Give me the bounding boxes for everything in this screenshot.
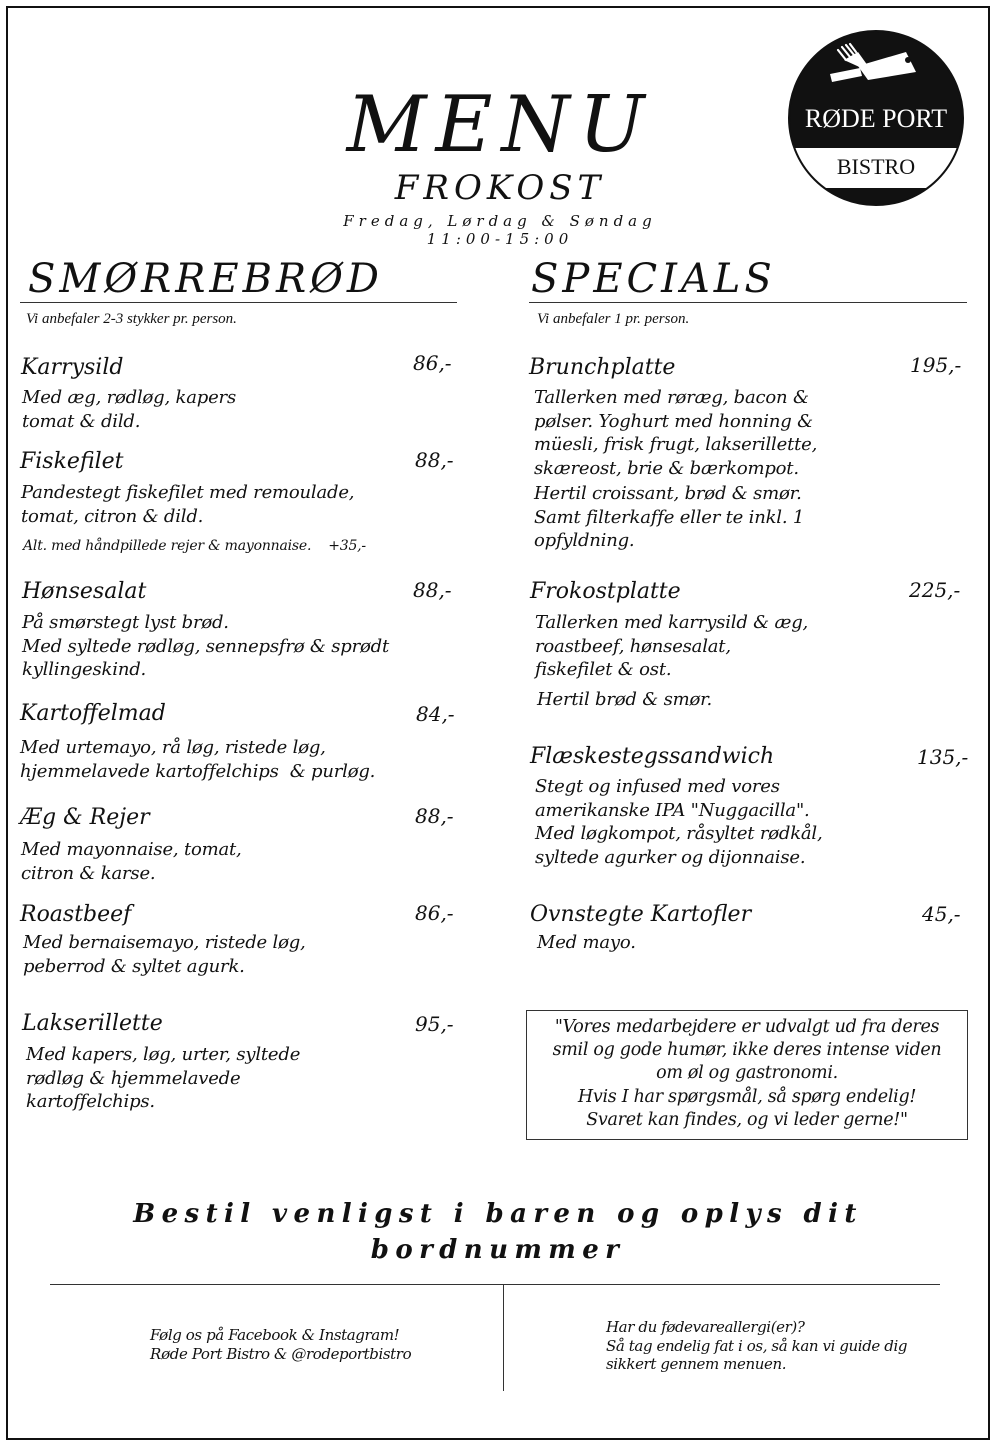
item-description: På smørstegt lyst brød. Med syltede rødløg, sennepsfrø & sprødt kyllingeskind. xyxy=(22,612,390,680)
item-price: 225,- xyxy=(909,578,961,602)
item-price: 45,- xyxy=(922,902,961,926)
item-price: 86,- xyxy=(413,351,452,375)
section-divider xyxy=(20,302,457,303)
item-name: Lakserillette xyxy=(22,1011,163,1036)
item-price: 88,- xyxy=(415,448,454,472)
item-description: Tallerken med røræg, bacon & pølser. Yoghurt med honning & müesli, frisk frugt, lakserillette, skæreost, brie & bærkompot. xyxy=(534,387,818,479)
section-title-specials: SPECIALS xyxy=(531,256,776,302)
item-price: 95,- xyxy=(415,1012,454,1036)
item-price: 84,- xyxy=(416,702,455,726)
item-price: 88,- xyxy=(415,804,454,828)
item-name: Hønsesalat xyxy=(22,579,147,604)
item-name: Flæskestegssandwich xyxy=(530,744,775,769)
item-description: Stegt og infused med vores amerikanske IPA "Nuggacilla". Med løgkompot, råsyltet rødkål, syltede agurker og dijonnaise. xyxy=(535,776,823,868)
item-description: Med mayo. xyxy=(537,932,636,953)
item-name: Frokostplatte xyxy=(530,579,681,604)
logo-name: RØDE PORT xyxy=(804,104,948,133)
menu-title: MENU xyxy=(346,80,654,170)
item-description: Tallerken med karrysild & æg, roastbeef, hønsesalat, fiskefilet & ost. xyxy=(535,612,809,680)
item-description: Med mayonnaise, tomat, citron & karse. xyxy=(21,839,242,884)
footer-divider xyxy=(50,1284,940,1285)
allergy-note: Har du fødevareallergi(er)? Så tag endelig fat i os, så kan vi guide dig sikkert gennem menuen. xyxy=(606,1318,908,1373)
opening-hours: 11:00-15:00 xyxy=(426,230,574,248)
item-name: Roastbeef xyxy=(20,902,132,927)
section-note: Vi anbefaler 2-3 stykker pr. person. xyxy=(26,311,237,327)
item-description: Med æg, rødløg, kapers tomat & dild. xyxy=(22,387,236,432)
item-name: Karrysild xyxy=(21,355,124,380)
item-addon: Alt. med håndpillede rejer & mayonnaise. +35,- xyxy=(23,538,366,554)
item-name: Brunchplatte xyxy=(529,355,676,380)
item-description-extra: Hertil brød & smør. xyxy=(537,689,713,710)
item-description: Med kapers, løg, urter, syltede rødløg & hjemmelavede kartoffelchips. xyxy=(26,1044,301,1112)
menu-subtitle: FROKOST xyxy=(394,168,606,208)
opening-days: Fredag, Lørdag & Søndag xyxy=(343,212,657,230)
item-description-extra: Hertil croissant, brød & smør. Samt filterkaffe eller te inkl. 1 opfyldning. xyxy=(534,483,805,551)
section-title-smorrebrod: SMØRREBRØD xyxy=(28,256,383,302)
footer-column-divider xyxy=(503,1285,504,1391)
item-description: Med urtemayo, rå løg, ristede løg, hjemmelavede kartoffelchips & purløg. xyxy=(20,737,376,782)
item-name: Kartoffelmad xyxy=(20,701,166,726)
item-price: 86,- xyxy=(415,901,454,925)
social-media-note: Følg os på Facebook & Instagram! Røde Port Bistro & @rodeportbistro xyxy=(150,1326,412,1363)
staff-quote: "Vores medarbejdere er udvalgt ud fra deres smil og gode humør, ikke deres intense viden om øl og gastronomi. Hvis I har spørgsmål, så spørg endelig! Svaret kan findes, og vi leder gerne!" xyxy=(552,1017,942,1130)
item-name: Æg & Rejer xyxy=(20,805,150,830)
item-description: Med bernaisemayo, ristede løg, peberrod & syltet agurk. xyxy=(23,932,306,977)
item-name: Fiskefilet xyxy=(20,449,124,474)
item-price: 88,- xyxy=(413,578,452,602)
item-name: Ovnstegte Kartofler xyxy=(530,902,752,927)
section-divider xyxy=(529,302,967,303)
section-note: Vi anbefaler 1 pr. person. xyxy=(537,311,690,327)
item-description: Pandestegt fiskefilet med remoulade, tomat, citron & dild. xyxy=(21,482,355,527)
item-price: 135,- xyxy=(917,745,969,769)
logo-subname: BISTRO xyxy=(836,154,916,179)
order-instruction: Bestil venligst i baren og oplys dit bordnummer xyxy=(133,1199,863,1265)
item-price: 195,- xyxy=(910,353,962,377)
addon-price: +35,- xyxy=(328,538,366,554)
